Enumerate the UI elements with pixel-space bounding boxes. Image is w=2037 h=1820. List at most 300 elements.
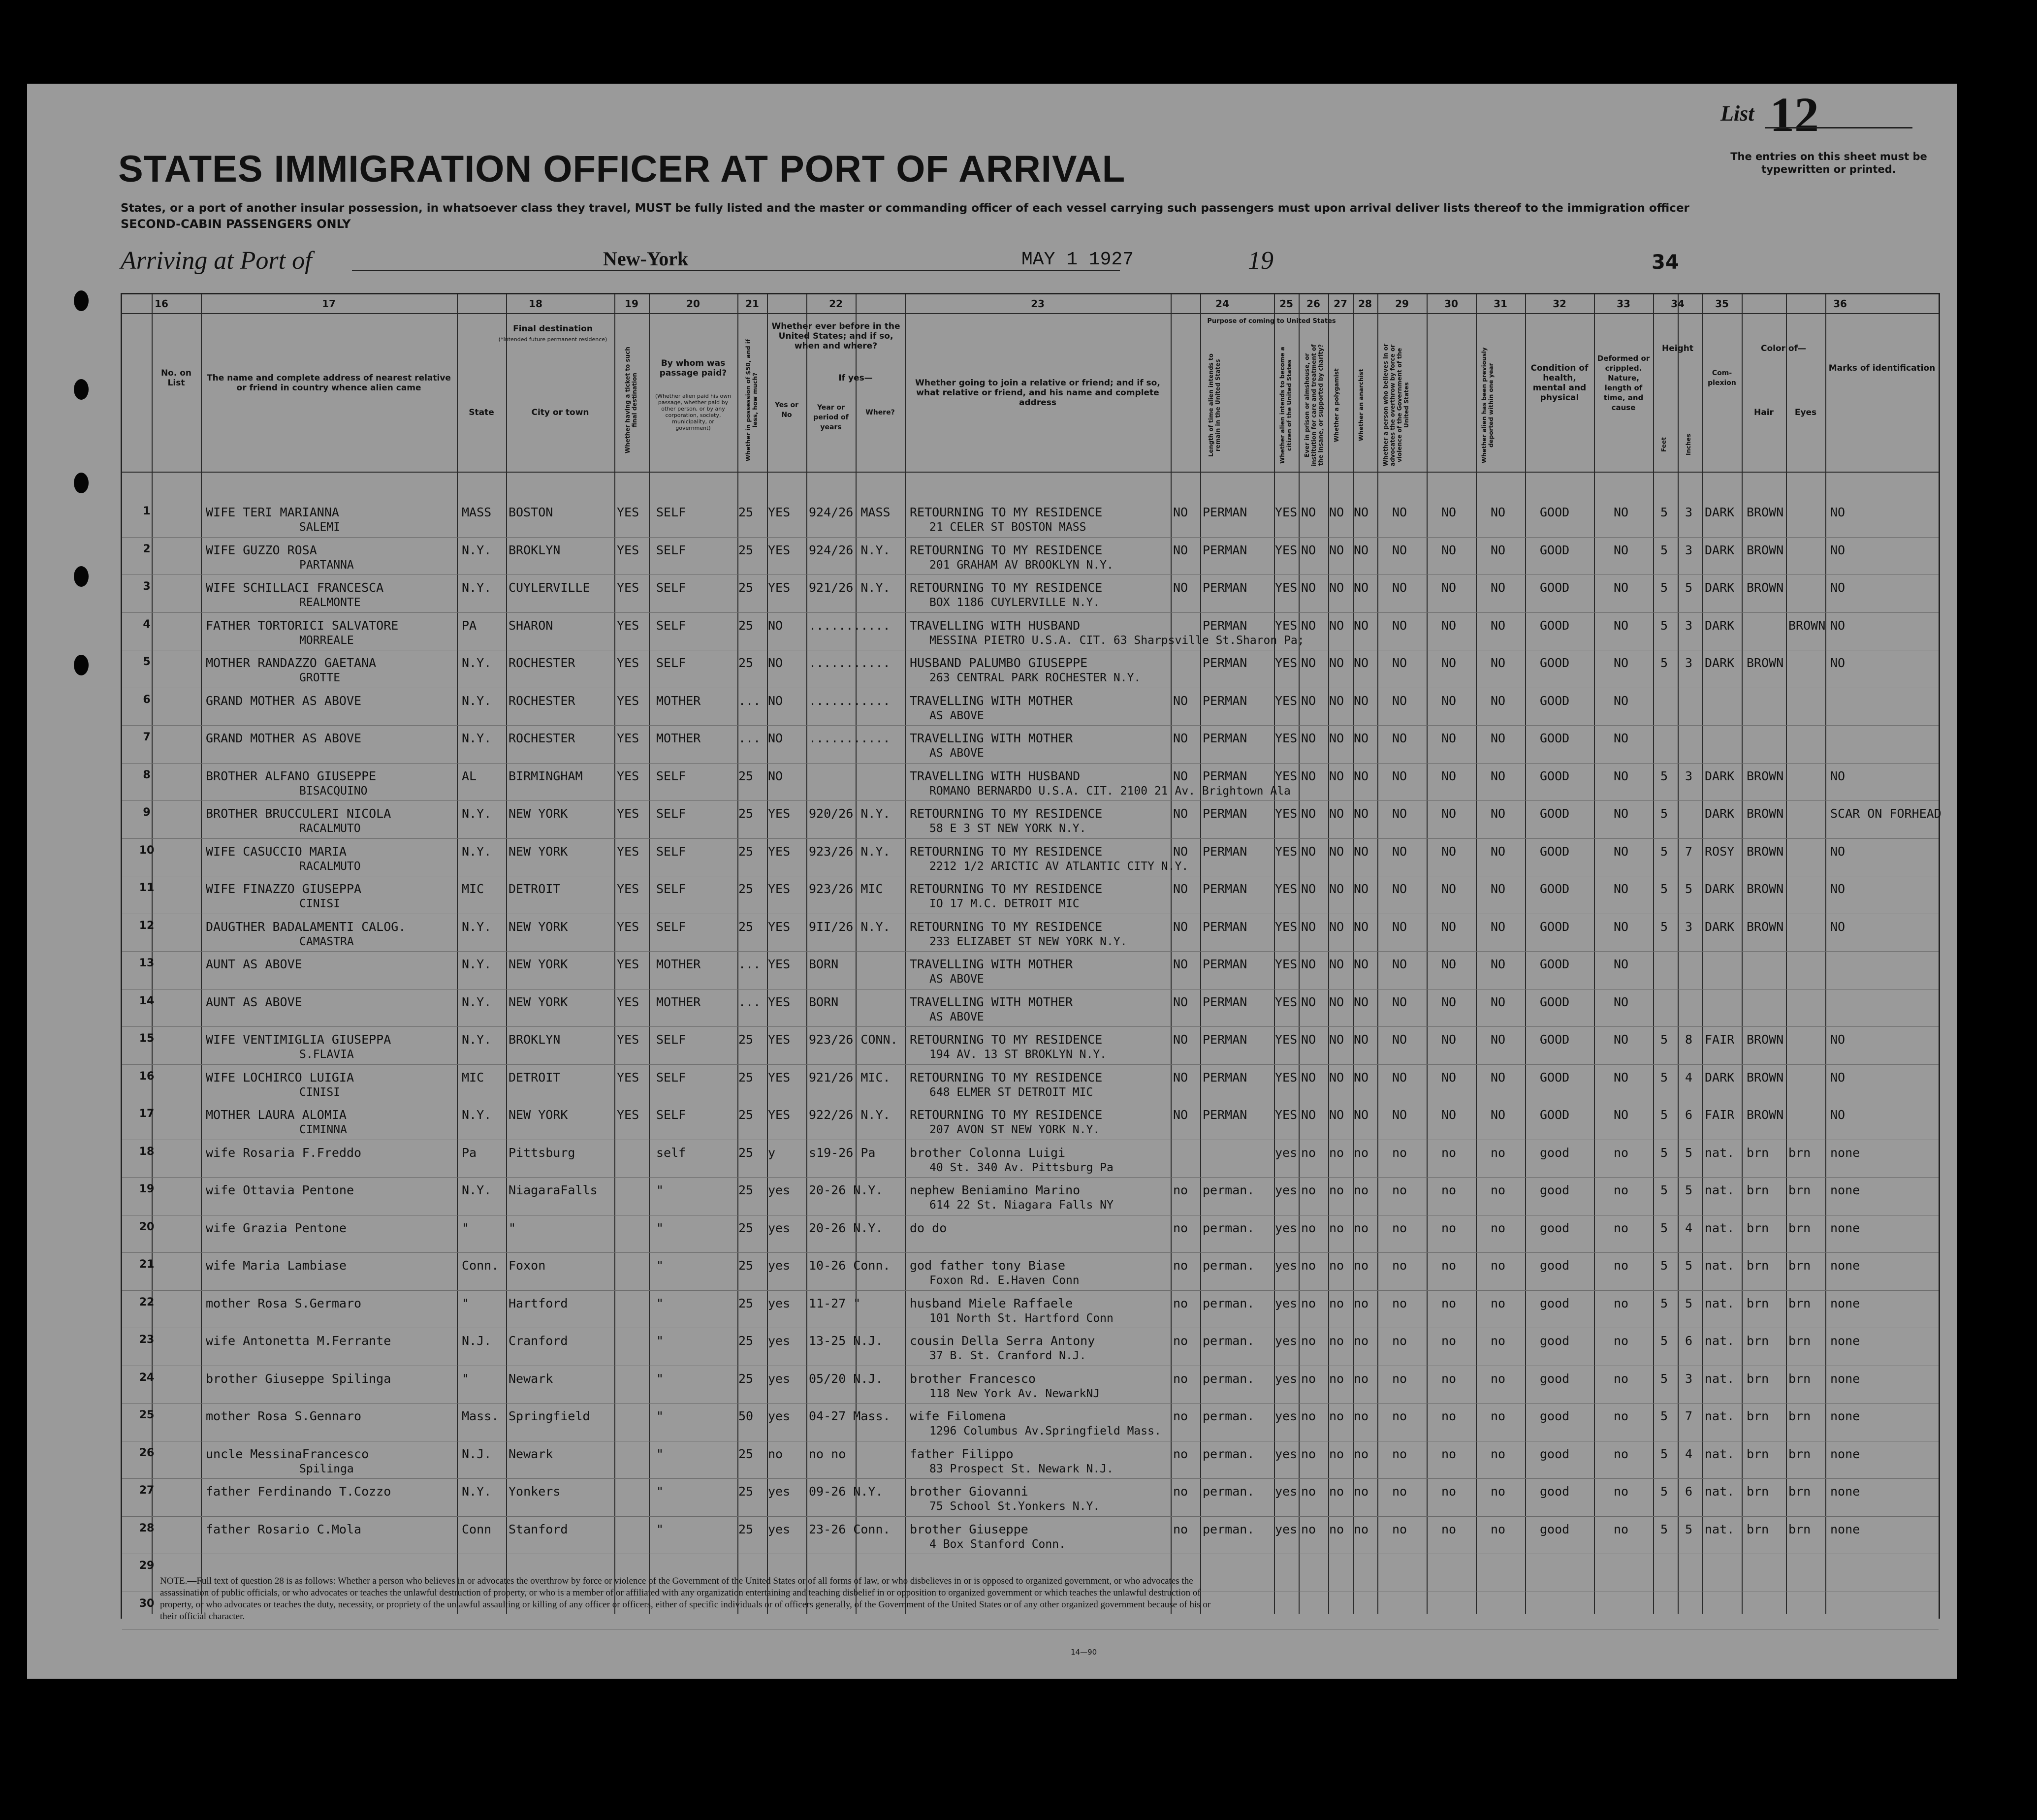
money-amount: 25 [738, 768, 754, 783]
joining-relative: RETOURNING TO MY RESIDENCE [910, 580, 1103, 595]
col29-value: NO [1441, 1108, 1457, 1122]
ticket-value: YES [617, 543, 639, 557]
relative-name: mother Rosa S.Germaro [206, 1296, 362, 1310]
deported-value: NO [1491, 806, 1506, 821]
row-number: 30 [139, 1597, 155, 1610]
intends-citizen: yes [1275, 1296, 1298, 1310]
row-rule [122, 1252, 1939, 1253]
anarchist-value: no [1354, 1371, 1369, 1386]
relative-name: WIFE LOCHIRCO LUIGIA [206, 1070, 354, 1085]
money-amount: 25 [738, 543, 754, 557]
prison-value: no [1301, 1334, 1316, 1348]
purpose-value: NO [1173, 994, 1188, 1009]
height-feet: 5 [1660, 618, 1668, 633]
overthrow-value: NO [1392, 844, 1407, 859]
col29-value: no [1441, 1446, 1457, 1461]
identification-marks: NO [1830, 505, 1846, 519]
polygamist-value: NO [1329, 693, 1344, 708]
before-year-where: 20-26 N.Y. [809, 1220, 883, 1235]
intends-citizen: YES [1275, 1108, 1298, 1122]
list-note: The entries on this sheet must be typewritten or printed. [1730, 151, 1927, 175]
header-final-destination: Final destination [513, 324, 593, 334]
joining-address: 75 School St.Yonkers N.Y. [929, 1500, 1100, 1513]
column-number: 24 [1215, 298, 1229, 310]
before-in-us: YES [768, 806, 791, 821]
destination-state: " [462, 1220, 470, 1235]
purpose-value: no [1173, 1484, 1188, 1499]
polygamist-value: NO [1329, 505, 1344, 519]
before-in-us: yes [768, 1371, 791, 1386]
destination-state: N.Y. [462, 543, 492, 557]
deported-value: NO [1491, 1032, 1506, 1047]
joining-relative: RETOURNING TO MY RESIDENCE [910, 543, 1103, 557]
complexion-value: nat. [1705, 1484, 1735, 1499]
polygamist-value: no [1329, 1183, 1344, 1197]
col29-value: NO [1441, 505, 1457, 519]
height-feet: 5 [1660, 1070, 1668, 1085]
identification-marks: SCAR ON FORHEAD [1830, 806, 1942, 821]
joining-relative: HUSBAND PALUMBO GIUSEPPE [910, 656, 1088, 670]
eye-color: brn [1788, 1446, 1811, 1461]
form-code: 14—90 [1071, 1648, 1097, 1657]
height-feet: 5 [1660, 806, 1668, 821]
purpose-value: no [1173, 1371, 1188, 1386]
joining-address: MESSINA PIETRO U.S.A. CIT. 63 Sharpsville St.Sharon Pa; [929, 634, 1305, 647]
destination-state: N.J. [462, 1334, 492, 1348]
prison-value: NO [1301, 505, 1316, 519]
before-year-where: 13-25 N.J. [809, 1334, 883, 1348]
destination-city: BIRMINGHAM [509, 768, 583, 783]
col29-value: NO [1441, 1070, 1457, 1085]
overthrow-value: no [1392, 1446, 1407, 1461]
header-prison: Ever in prison or almshouse, or institution for care and treatment of the insane, or supported by charity? [1304, 344, 1324, 466]
before-in-us: y [768, 1145, 776, 1160]
eye-color: brn [1788, 1371, 1811, 1386]
passage-paid-by: SELF [656, 768, 686, 783]
money-amount: 25 [738, 1258, 754, 1273]
prison-value: no [1301, 1145, 1316, 1160]
ticket-value: YES [617, 919, 639, 934]
header-if-yes: If yes— [838, 373, 873, 383]
hair-color: brn [1747, 1220, 1769, 1235]
row-rule [122, 1177, 1939, 1178]
destination-city: NEW YORK [509, 1108, 568, 1122]
header-city: City or town [531, 408, 589, 417]
length-of-stay: PERMAN [1203, 957, 1247, 971]
hair-color: BROWN [1747, 768, 1784, 783]
ticket-value: YES [617, 618, 639, 633]
header-hair: Hair [1754, 408, 1774, 417]
complexion-value: nat. [1705, 1446, 1735, 1461]
polygamist-value: no [1329, 1334, 1344, 1348]
before-in-us: yes [768, 1409, 791, 1423]
column-number: 34 [1671, 298, 1685, 310]
before-year-where: 923/26 CONN. [809, 1032, 898, 1047]
length-of-stay: PERMAN [1203, 1070, 1247, 1085]
passage-paid-by: MOTHER [656, 994, 701, 1009]
joining-relative: TRAVELLING WITH MOTHER [910, 731, 1073, 745]
anarchist-value: NO [1354, 919, 1369, 934]
prison-value: no [1301, 1522, 1316, 1536]
manifest-sheet [27, 84, 1957, 1679]
deported-value: NO [1491, 543, 1506, 557]
prison-value: NO [1301, 543, 1316, 557]
deported-value: NO [1491, 919, 1506, 934]
prison-value: NO [1301, 919, 1316, 934]
deported-value: NO [1491, 1070, 1506, 1085]
row-number: 9 [143, 806, 151, 819]
binder-hole [74, 655, 89, 675]
money-amount: 25 [738, 618, 754, 633]
prison-value: NO [1301, 618, 1316, 633]
row-number: 10 [139, 844, 155, 857]
destination-city: Newark [509, 1371, 553, 1386]
joining-relative: RETOURNING TO MY RESIDENCE [910, 1070, 1103, 1085]
column-number: 18 [529, 298, 542, 310]
intends-citizen: YES [1275, 1070, 1298, 1085]
anarchist-value: NO [1354, 656, 1369, 670]
overthrow-value: NO [1392, 1070, 1407, 1085]
passage-paid-by: SELF [656, 505, 686, 519]
polygamist-value: no [1329, 1446, 1344, 1461]
length-of-stay: PERMAN [1203, 994, 1247, 1009]
height-inches: 5 [1685, 1522, 1693, 1536]
height-inches: 3 [1685, 1371, 1693, 1386]
before-in-us: yes [768, 1334, 791, 1348]
before-year-where: 921/26 N.Y. [809, 580, 891, 595]
destination-city: Newark [509, 1446, 553, 1461]
date-stamp: MAY 1 1927 [1021, 249, 1134, 270]
passage-paid-by: " [656, 1409, 664, 1423]
deported-value: NO [1491, 505, 1506, 519]
relative-town: MORREALE [299, 634, 354, 647]
ticket-value: YES [617, 957, 639, 971]
destination-state: N.Y. [462, 693, 492, 708]
relative-name: BROTHER ALFANO GIUSEPPE [206, 768, 377, 783]
destination-state: N.Y. [462, 1484, 492, 1499]
complexion-value: DARK [1705, 505, 1735, 519]
money-amount: ... [738, 693, 761, 708]
polygamist-value: NO [1329, 957, 1344, 971]
passage-paid-by: self [656, 1145, 686, 1160]
deformed-value: no [1614, 1446, 1629, 1461]
length-of-stay: PERMAN [1203, 768, 1247, 783]
before-in-us: NO [768, 693, 783, 708]
relative-name: MOTHER LAURA ALOMIA [206, 1108, 347, 1122]
intends-citizen: YES [1275, 580, 1298, 595]
list-underline [1765, 127, 1912, 128]
anarchist-value: no [1354, 1522, 1369, 1536]
col29-value: no [1441, 1522, 1457, 1536]
intends-citizen: YES [1275, 844, 1298, 859]
identification-marks: none [1830, 1258, 1860, 1273]
relative-name: FATHER TORTORICI SALVATORE [206, 618, 399, 633]
header-marks: Marks of identification [1828, 363, 1936, 373]
hair-color: brn [1747, 1446, 1769, 1461]
joining-relative: TRAVELLING WITH HUSBAND [910, 618, 1081, 633]
relative-town: CINISI [299, 897, 341, 910]
money-amount: 25 [738, 1070, 754, 1085]
row-rule [122, 1026, 1939, 1027]
passage-paid-by: SELF [656, 882, 686, 896]
before-year-where: 924/26 MASS [809, 505, 891, 519]
height-inches: 5 [1685, 580, 1693, 595]
column-number: 28 [1358, 298, 1372, 310]
header-instructions: States, or a port of another insular possession, in whatsoever class they travel, MUST be fully listed and the master or commanding officer of each vessel carrying such passengers must upon arrival deliver lists thereof to the immigration officer [121, 202, 1689, 215]
hair-color: brn [1747, 1371, 1769, 1386]
polygamist-value: NO [1329, 1108, 1344, 1122]
anarchist-value: NO [1354, 693, 1369, 708]
complexion-value: nat. [1705, 1522, 1735, 1536]
header-inches: Inches [1685, 434, 1692, 455]
relative-name: WIFE FINAZZO GIUSEPPA [206, 882, 362, 896]
passage-paid-by: " [656, 1446, 664, 1461]
height-inches: 3 [1685, 656, 1693, 670]
joining-address: 207 AVON ST NEW YORK N.Y. [929, 1123, 1100, 1136]
anarchist-value: no [1354, 1258, 1369, 1273]
health-condition: GOOD [1540, 656, 1570, 670]
health-condition: GOOD [1540, 618, 1570, 633]
relative-name: wife Rosaria F.Freddo [206, 1145, 362, 1160]
health-condition: GOOD [1540, 543, 1570, 557]
relative-name: uncle MessinaFrancesco [206, 1446, 369, 1461]
deformed-value: no [1614, 1183, 1629, 1197]
health-condition: good [1540, 1183, 1570, 1197]
polygamist-value: NO [1329, 844, 1344, 859]
prison-value: NO [1301, 806, 1316, 821]
anarchist-value: no [1354, 1484, 1369, 1499]
header-money: Whether in possession of $50, and if less, how much? [745, 339, 759, 462]
polygamist-value: NO [1329, 806, 1344, 821]
prison-value: no [1301, 1446, 1316, 1461]
joining-relative: RETOURNING TO MY RESIDENCE [910, 919, 1103, 934]
header-passage-paid-note: (Whether alien paid his own passage, whether paid by other person, or by any corporation, society, municipality, or government) [655, 393, 732, 431]
hair-color: brn [1747, 1145, 1769, 1160]
col29-value: NO [1441, 882, 1457, 896]
col29-value: no [1441, 1296, 1457, 1310]
height-feet: 5 [1660, 1334, 1668, 1348]
before-year-where: ........... [809, 618, 891, 633]
header-height: Height [1662, 344, 1693, 353]
col29-value: no [1441, 1371, 1457, 1386]
joining-address: 37 B. St. Cranford N.J. [929, 1349, 1086, 1362]
length-of-stay: perman. [1203, 1484, 1255, 1499]
hair-color: brn [1747, 1409, 1769, 1423]
destination-city: Cranford [509, 1334, 568, 1348]
eye-color: brn [1788, 1220, 1811, 1235]
ticket-value: YES [617, 882, 639, 896]
header-before-us: Whether ever before in the United States; and if so, when and where? [771, 321, 900, 351]
deformed-value: NO [1614, 693, 1629, 708]
before-in-us: yes [768, 1183, 791, 1197]
polygamist-value: NO [1329, 768, 1344, 783]
health-condition: GOOD [1540, 693, 1570, 708]
health-condition: good [1540, 1371, 1570, 1386]
prison-value: NO [1301, 656, 1316, 670]
before-year-where: 921/26 MIC. [809, 1070, 891, 1085]
before-year-where: 11-27 " [809, 1296, 861, 1310]
destination-state: Mass. [462, 1409, 499, 1423]
relative-name: wife Maria Lambiase [206, 1258, 347, 1273]
deported-value: no [1491, 1371, 1506, 1386]
row-number: 29 [139, 1560, 155, 1572]
row-number: 8 [143, 768, 151, 781]
health-condition: good [1540, 1522, 1570, 1536]
row-number: 23 [139, 1334, 155, 1346]
intends-citizen: YES [1275, 731, 1298, 745]
joining-address: AS ABOVE [929, 973, 984, 986]
intends-citizen: YES [1275, 919, 1298, 934]
destination-state: Conn [462, 1522, 492, 1536]
deported-value: no [1491, 1183, 1506, 1197]
deported-value: NO [1491, 768, 1506, 783]
height-feet: 5 [1660, 882, 1668, 896]
intends-citizen: YES [1275, 656, 1298, 670]
row-rule [122, 951, 1939, 952]
destination-state: " [462, 1371, 470, 1386]
money-amount: 25 [738, 1145, 754, 1160]
height-inches: 3 [1685, 618, 1693, 633]
joining-address: 4 Box Stanford Conn. [929, 1537, 1066, 1551]
height-inches: 4 [1685, 1446, 1693, 1461]
before-in-us: YES [768, 1108, 791, 1122]
height-feet: 5 [1660, 1145, 1668, 1160]
deformed-value: NO [1614, 919, 1629, 934]
passage-paid-by: " [656, 1334, 664, 1348]
anarchist-value: NO [1354, 543, 1369, 557]
col29-value: no [1441, 1145, 1457, 1160]
identification-marks: NO [1830, 768, 1846, 783]
height-feet: 5 [1660, 543, 1668, 557]
year-suffix: 34 [1652, 251, 1679, 274]
identification-marks: NO [1830, 1108, 1846, 1122]
complexion-value: nat. [1705, 1145, 1735, 1160]
binder-hole [74, 379, 89, 400]
prison-value: no [1301, 1371, 1316, 1386]
hair-color: BROWN [1747, 505, 1784, 519]
overthrow-value: NO [1392, 618, 1407, 633]
joining-address: 614 22 St. Niagara Falls NY [929, 1199, 1114, 1212]
purpose-value: NO [1173, 882, 1188, 896]
before-year-where: 924/26 N.Y. [809, 543, 891, 557]
deported-value: NO [1491, 882, 1506, 896]
overthrow-value: NO [1392, 505, 1407, 519]
col29-value: NO [1441, 580, 1457, 595]
prison-value: no [1301, 1409, 1316, 1423]
row-number: 3 [143, 580, 151, 593]
identification-marks: none [1830, 1409, 1860, 1423]
relative-name: MOTHER RANDAZZO GAETANA [206, 656, 377, 670]
intends-citizen: yes [1275, 1446, 1298, 1461]
joining-relative: do do [910, 1220, 947, 1235]
intends-citizen: yes [1275, 1371, 1298, 1386]
polygamist-value: NO [1329, 1032, 1344, 1047]
purpose-value: NO [1173, 806, 1188, 821]
before-in-us: NO [768, 768, 783, 783]
joining-address: 21 CELER ST BOSTON MASS [929, 521, 1086, 534]
col29-value: NO [1441, 768, 1457, 783]
deformed-value: NO [1614, 731, 1629, 745]
header-no-on-list: No. on List [160, 368, 192, 388]
anarchist-value: NO [1354, 1108, 1369, 1122]
prison-value: NO [1301, 731, 1316, 745]
row-number: 14 [139, 994, 155, 1007]
height-feet: 5 [1660, 1371, 1668, 1386]
intends-citizen: YES [1275, 543, 1298, 557]
height-inches: 5 [1685, 882, 1693, 896]
row-number: 22 [139, 1296, 155, 1309]
before-in-us: YES [768, 957, 791, 971]
deported-value: no [1491, 1220, 1506, 1235]
row-number: 12 [139, 919, 155, 932]
hair-color: BROWN [1747, 806, 1784, 821]
complexion-value: nat. [1705, 1183, 1735, 1197]
joining-address: 40 St. 340 Av. Pittsburg Pa [929, 1161, 1114, 1174]
relative-town: CINISI [299, 1086, 341, 1099]
column-number: 22 [829, 298, 843, 310]
height-feet: 5 [1660, 1183, 1668, 1197]
col29-value: NO [1441, 844, 1457, 859]
identification-marks: none [1830, 1334, 1860, 1348]
intends-citizen: YES [1275, 957, 1298, 971]
health-condition: GOOD [1540, 580, 1570, 595]
deformed-value: NO [1614, 1108, 1629, 1122]
deported-value: NO [1491, 1108, 1506, 1122]
purpose-value: no [1173, 1334, 1188, 1348]
hair-color: brn [1747, 1522, 1769, 1536]
deformed-value: no [1614, 1145, 1629, 1160]
polygamist-value: NO [1329, 580, 1344, 595]
row-rule [122, 725, 1939, 726]
before-in-us: no [768, 1446, 783, 1461]
destination-city: BOSTON [509, 505, 553, 519]
before-in-us: YES [768, 543, 791, 557]
joining-relative: RETOURNING TO MY RESIDENCE [910, 1108, 1103, 1122]
overthrow-value: no [1392, 1409, 1407, 1423]
height-inches: 8 [1685, 1032, 1693, 1047]
overthrow-value: no [1392, 1296, 1407, 1310]
list-label: List [1720, 101, 1754, 126]
prison-value: NO [1301, 580, 1316, 595]
relative-town: REALMONTE [299, 596, 361, 609]
identification-marks: NO [1830, 1032, 1846, 1047]
header-eyes: Eyes [1794, 408, 1817, 417]
money-amount: 25 [738, 882, 754, 896]
relative-name: DAUGTHER BADALAMENTI CALOG. [206, 919, 406, 934]
money-amount: 25 [738, 580, 754, 595]
height-feet: 5 [1660, 844, 1668, 859]
length-of-stay: PERMAN [1203, 731, 1247, 745]
anarchist-value: no [1354, 1409, 1369, 1423]
passage-paid-by: SELF [656, 1108, 686, 1122]
destination-city: Springfield [509, 1409, 590, 1423]
row-number: 21 [139, 1258, 155, 1271]
deformed-value: no [1614, 1409, 1629, 1423]
health-condition: GOOD [1540, 919, 1570, 934]
joining-address: 83 Prospect St. Newark N.J. [929, 1462, 1114, 1475]
intends-citizen: yes [1275, 1522, 1298, 1536]
joining-relative: father Filippo [910, 1446, 1014, 1461]
health-condition: good [1540, 1334, 1570, 1348]
polygamist-value: no [1329, 1145, 1344, 1160]
row-number: 26 [139, 1446, 155, 1459]
before-year-where: 922/26 N.Y. [809, 1108, 891, 1122]
hair-color: BROWN [1747, 580, 1784, 595]
deformed-value: no [1614, 1334, 1629, 1348]
before-year-where: 23-26 Conn. [809, 1522, 891, 1536]
identification-marks: NO [1830, 844, 1846, 859]
intends-citizen: yes [1275, 1183, 1298, 1197]
